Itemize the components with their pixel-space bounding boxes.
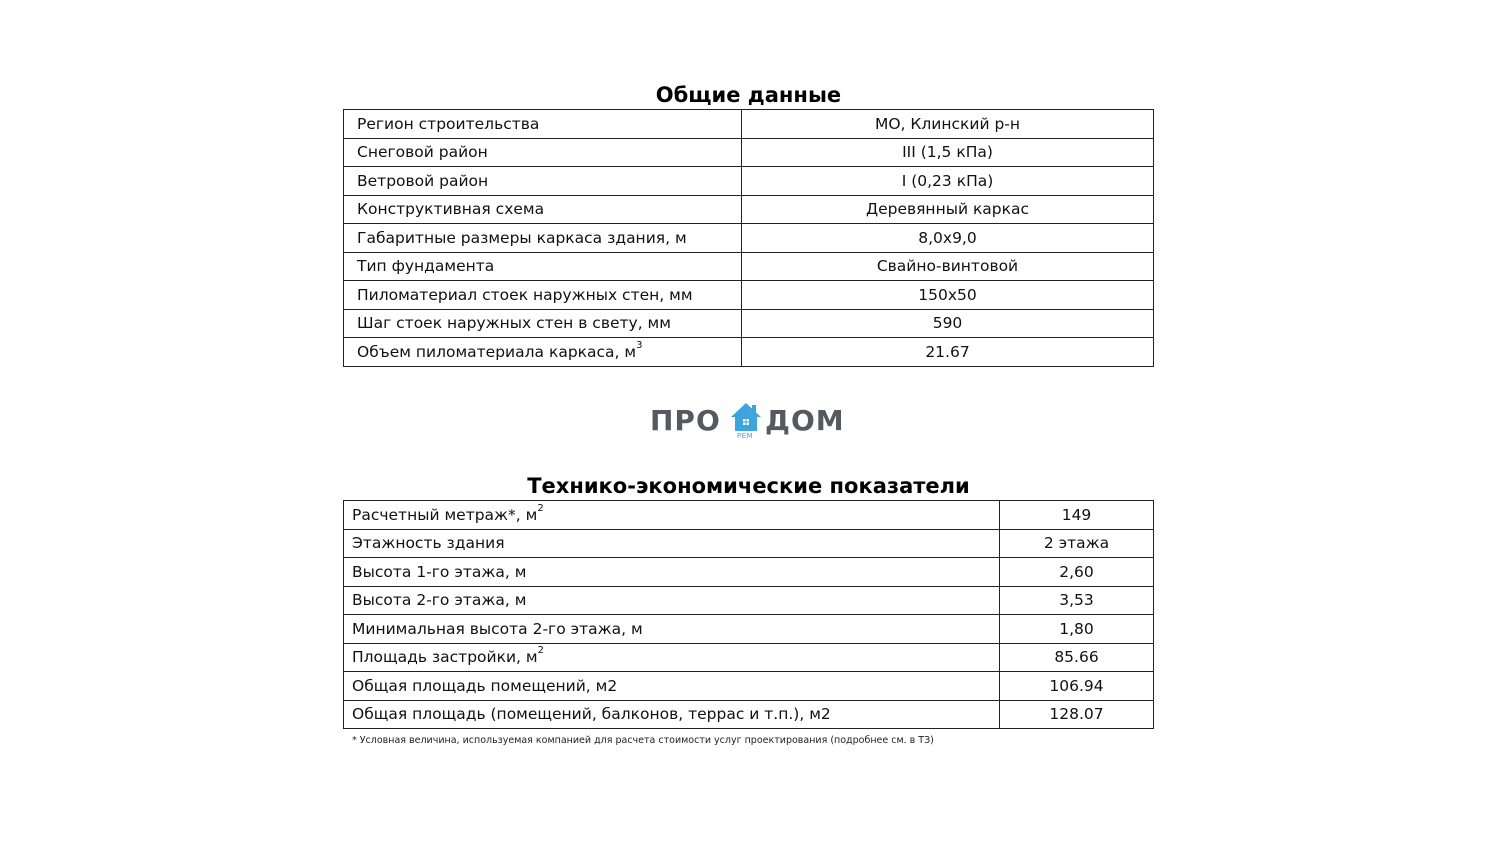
row-label-text: Регион строительства [357, 114, 540, 133]
row-label-text: Тип фундамента [357, 257, 495, 276]
table-row [344, 252, 1154, 281]
logo-subtext: РЕМ [736, 432, 754, 440]
table-row [344, 195, 1154, 224]
row-label [344, 586, 1000, 615]
row-label [344, 195, 742, 224]
teo-title: Технико-экономические показатели [527, 474, 970, 498]
row-label-text: Объем пиломатериала каркаса, м [357, 342, 637, 361]
row-value: МО, Клинский р-н [742, 110, 1154, 139]
row-label-text: Высота 2-го этажа, м [352, 591, 527, 610]
row-label-text: Расчетный метраж*, м [352, 505, 538, 524]
row-label [344, 700, 1000, 729]
row-value: 590 [742, 309, 1154, 338]
logo-text-left: ПРО [650, 404, 721, 437]
unit-superscript: 2 [537, 645, 544, 657]
table-row [344, 167, 1154, 196]
table-row [344, 309, 1154, 338]
row-value: 149 [1000, 501, 1154, 530]
footnote: * Условная величина, используемая компанией для расчета стоимости услуг проектирования (подробнее см. в ТЗ) [352, 735, 934, 746]
row-label [344, 615, 1000, 644]
row-label-text: Шаг стоек наружных стен в свету, мм [357, 314, 671, 333]
table-row [344, 700, 1154, 729]
row-label [344, 252, 742, 281]
table-row [344, 615, 1154, 644]
row-label-text: Габаритные размеры каркаса здания, м [357, 228, 687, 247]
general-data-title: Общие данные [655, 83, 842, 107]
row-label [344, 138, 742, 167]
company-logo [650, 400, 850, 446]
table-row [344, 672, 1154, 701]
general-data-table [343, 109, 1154, 367]
row-label-text: Этажность здания [352, 534, 505, 553]
table-row [344, 138, 1154, 167]
row-label-text: Общая площадь помещений, м2 [352, 676, 618, 695]
row-label [344, 338, 742, 367]
row-label-text: Снеговой район [357, 143, 488, 162]
row-label [344, 672, 1000, 701]
row-value: III (1,5 кПа) [742, 138, 1154, 167]
row-value: 1,80 [1000, 615, 1154, 644]
row-label [344, 167, 742, 196]
row-label-text: Минимальная высота 2-го этажа, м [352, 619, 643, 638]
table-row [344, 501, 1154, 530]
row-label-text: Конструктивная схема [357, 200, 545, 219]
row-label [344, 224, 742, 253]
row-label [344, 558, 1000, 587]
table-row [344, 643, 1154, 672]
row-label [344, 643, 1000, 672]
row-value: 8,0х9,0 [742, 224, 1154, 253]
table-row [344, 281, 1154, 310]
row-value: 3,53 [1000, 586, 1154, 615]
table-row [344, 110, 1154, 139]
row-value: Деревянный каркас [742, 195, 1154, 224]
row-value: Свайно-винтовой [742, 252, 1154, 281]
row-label-text: Общая площадь (помещений, балконов, террас и т.п.), м2 [352, 705, 831, 724]
row-value: 2,60 [1000, 558, 1154, 587]
house-icon [730, 402, 762, 432]
row-label-text: Ветровой район [357, 171, 489, 190]
row-value: 21.67 [742, 338, 1154, 367]
row-value: 106.94 [1000, 672, 1154, 701]
row-value: 2 этажа [1000, 529, 1154, 558]
teo-table [343, 500, 1154, 729]
row-label-text: Высота 1-го этажа, м [352, 562, 527, 581]
unit-superscript: 2 [537, 502, 544, 514]
table-row [344, 529, 1154, 558]
row-label-text: Пиломатериал стоек наружных стен, мм [357, 285, 693, 304]
row-value: 128.07 [1000, 700, 1154, 729]
unit-superscript: 3 [636, 339, 643, 351]
logo-text-right: ДОМ [765, 404, 845, 437]
row-label-text: Площадь застройки, м [352, 648, 538, 667]
table-row [344, 586, 1154, 615]
table-row [344, 558, 1154, 587]
row-label [344, 110, 742, 139]
row-value: I (0,23 кПа) [742, 167, 1154, 196]
row-value: 85.66 [1000, 643, 1154, 672]
row-label [344, 529, 1000, 558]
row-label [344, 281, 742, 310]
row-value: 150х50 [742, 281, 1154, 310]
table-row [344, 224, 1154, 253]
table-row [344, 338, 1154, 367]
row-label [344, 501, 1000, 530]
row-label [344, 309, 742, 338]
